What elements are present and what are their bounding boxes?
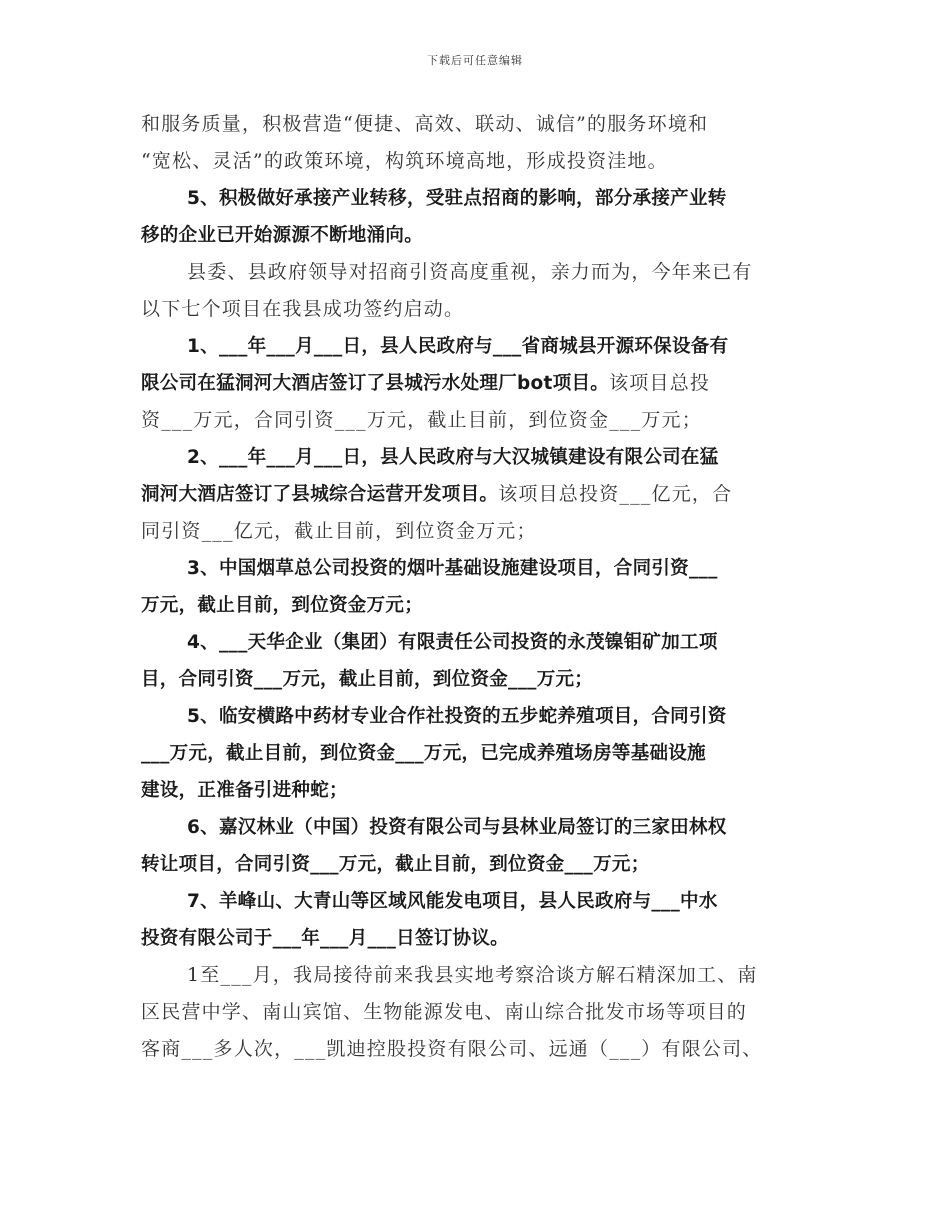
paragraph-line: [141, 476, 811, 513]
paragraph-line: 7、羊峰山、大青山等区域风能发电项目，县人民政府与___中水: [187, 891, 718, 912]
paragraph-line: 5、积极做好承接产业转移，受驻点招商的影响，部分承接产业转: [187, 188, 727, 209]
paragraph-line: 转让项目，合同引资___万元，截止目前，到位资金___万元；: [141, 854, 650, 875]
paragraph-line: 1至___月，我局接待前来我县实地考察洽谈方解石精深加工、南: [187, 964, 758, 986]
paragraph-line: 和服务质量，积极营造“便捷、高效、联动、诚信”的服务环境和: [141, 113, 709, 135]
paragraph-line: 目，合同引资___万元，截止目前，到位资金___万元；: [141, 669, 594, 690]
paragraph-line: 同引资___亿元，截止目前，到位资金万元；: [141, 520, 537, 542]
paragraph: [141, 106, 811, 180]
paragraph: [141, 957, 811, 1068]
paragraph-line: 3、中国烟草总公司投资的烟叶基础设施建设项目，合同引资___: [187, 558, 718, 579]
paragraph-line: 6、嘉汉林业（中国）投资有限公司与县林业局签订的三家田林权: [187, 817, 727, 838]
paragraph-line: 4、___天华企业（集团）有限责任公司投资的永茂镍钼矿加工项: [187, 632, 718, 653]
plain-text: 该项目总投资___亿元，合: [498, 483, 733, 505]
paragraph-line: 客商___多人次，___凯迪控股投资有限公司、远通（___）有限公司、: [141, 1038, 763, 1060]
paragraph-line: 投资有限公司于___年___月___日签订协议。: [141, 928, 509, 949]
paragraph: [141, 809, 811, 883]
plain-text: 该项目总投: [609, 372, 711, 394]
paragraph-line: 以下七个项目在我县成功签约启动。: [141, 298, 465, 320]
paragraph-line: 区民营中学、南山宾馆、生物能源发电、南山综合批发市场等项目的: [141, 1001, 748, 1023]
paragraph-line: ___万元，截止目前，到位资金___万元，已完成养殖场房等基础设施: [141, 743, 706, 764]
paragraph: [141, 883, 811, 957]
paragraph-line: 万元，截止目前，到位资金万元；: [141, 595, 424, 616]
paragraph-line: [141, 365, 811, 402]
paragraph: [141, 550, 811, 624]
paragraph-line: 县委、县政府领导对招商引资高度重视，亲力而为，今年来已有: [187, 261, 753, 283]
paragraph-line: 5、临安横路中药材专业合作社投资的五步蛇养殖项目，合同引资: [187, 706, 727, 727]
document-body: [141, 106, 811, 1068]
paragraph-line: 资___万元，合同引资___万元，截止目前，到位资金___万元；: [141, 409, 702, 431]
paragraph-line: “宽松、灵活”的政策环境，构筑环境高地，形成投资洼地。: [141, 150, 668, 172]
page-header: 下载后可任意编辑: [427, 54, 523, 67]
paragraph: [141, 254, 811, 328]
paragraph-line: 移的企业已开始源源不断地涌向。: [141, 225, 424, 246]
paragraph: [141, 698, 811, 809]
paragraph-line: 1、___年___月___日，县人民政府与___省商城县开源环保设备有: [187, 336, 729, 357]
paragraph: [141, 439, 811, 550]
paragraph: [141, 624, 811, 698]
paragraph-line: 建设，正准备引进种蛇；: [141, 780, 348, 801]
bold-text: 洞河大酒店签订了县城综合运营开发项目。: [141, 484, 499, 505]
paragraph-line: 2、___年___月___日，县人民政府与大汉城镇建设有限公司在猛: [187, 447, 719, 468]
paragraph: [141, 180, 811, 254]
bold-text: 限公司在猛洞河大酒店签订了县城污水处理厂bot项目。: [141, 373, 610, 394]
paragraph: [141, 328, 811, 439]
